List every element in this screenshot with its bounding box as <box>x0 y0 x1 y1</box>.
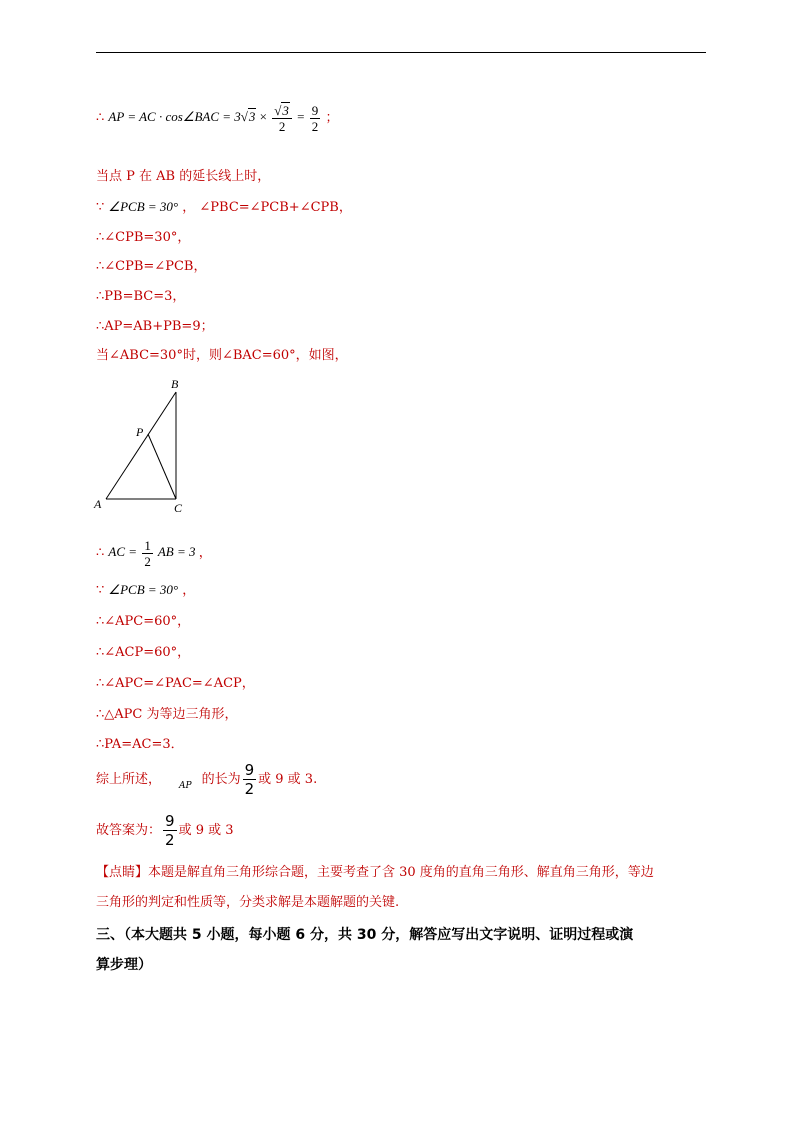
line-comment-1: 【点睛】本题是解直角三角形综合题，主要考查了含 30 度角的直角三角形、解直角三角形，等边 <box>96 865 654 880</box>
line-answer: 故答案为： $\frac{9}{2}$ 或 9 或 3 <box>96 812 234 849</box>
fraction-9-over-2-answer: $\frac{9}{2}$ <box>165 812 175 849</box>
line-case-abc-30: 当∠ABC=30°时，则∠BAC=60°，如图， <box>96 348 348 363</box>
line-ap-9: ∴AP=AB+PB=9； <box>96 319 214 334</box>
triangle-figure <box>92 374 202 516</box>
fraction-9-over-2: $\frac{9}{2}$ <box>311 103 319 134</box>
line-pb-eq-bc: ∴PB=BC=3， <box>96 289 186 304</box>
line-ac-half-ab: ∴ AC = $\frac{1}{2}$ AB = 3 ， <box>96 538 212 569</box>
fraction-sqrt3-over-2: $\frac{√3}{2}$ <box>272 103 292 134</box>
label-b: B <box>171 377 179 391</box>
line-cpb-30: ∴∠CPB=30°， <box>96 230 191 245</box>
line-comment-2: 三角形的判定和性质等，分类求解是本题解题的关键. <box>96 895 400 910</box>
line-apc-60: ∴∠APC=60°， <box>96 614 191 629</box>
because-symbol: ∵ <box>96 200 105 215</box>
section-heading-line-2: 算步理） <box>96 957 152 973</box>
line-case-extension: 当点 P 在 AB 的延长线上时， <box>96 169 271 184</box>
line-equilateral: ∴△APC 为等边三角形， <box>96 707 238 722</box>
therefore-symbol: ∴ <box>96 110 105 126</box>
segment-pc <box>148 434 176 499</box>
line-because-pcb: ∵ ∠PCB = 30° ， ∠PBC=∠PCB+∠CPB， <box>96 199 352 215</box>
label-a: A <box>94 497 102 511</box>
line-acp-60: ∴∠ACP=60°， <box>96 645 191 660</box>
line-summary: 综上所述， $_{AP}$ 的长为 $\frac{9}{2}$ 或 9 或 3. <box>96 761 318 798</box>
line-ap-value: ∴ AP = AC · cos∠BAC = 3√3 × $\frac{√3}{2}$ = $\frac{9}{2}$ ； <box>96 103 339 134</box>
line-cpb-eq-pcb: ∴∠CPB=∠PCB， <box>96 259 207 274</box>
fraction-1-over-2: $\frac{1}{2}$ <box>144 538 151 569</box>
label-p: P <box>136 425 144 439</box>
line-pa-eq-ac: ∴PA=AC=3． <box>96 737 184 752</box>
segment-ab <box>106 392 176 499</box>
line-angles-equal: ∴∠APC=∠PAC=∠ACP， <box>96 676 255 691</box>
header-rule <box>96 52 706 53</box>
section-heading-line-1: 三、（本大题共 5 小题，每小题 6 分，共 30 分，解答应写出文字说明、证明过程或演 <box>96 927 634 943</box>
fraction-9-over-2-summary: $\frac{9}{2}$ <box>244 761 255 798</box>
label-c: C <box>174 501 183 515</box>
ap-equation: AP = AC · cos∠BAC = 3√3 × $\frac{√3}{2}$ = $\frac{9}{2}$ <box>108 103 319 134</box>
line-because-pcb-2: ∵ ∠PCB = 30° ， <box>96 582 196 598</box>
